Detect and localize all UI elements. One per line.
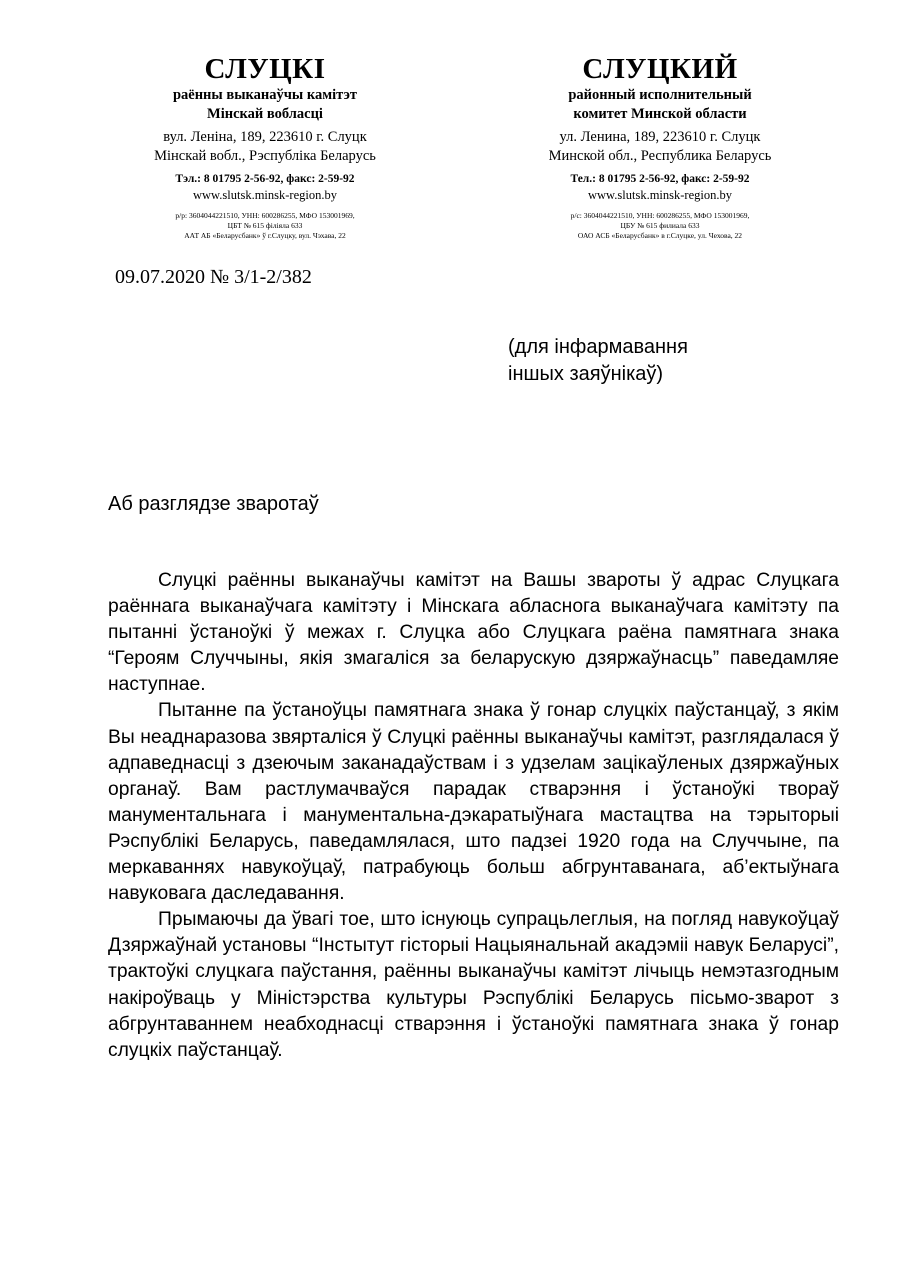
address-by-1: вул. Леніна, 189, 223610 г. Слуцк bbox=[163, 129, 367, 145]
address-by-2: Мінскай вобл., Рэспубліка Беларусь bbox=[154, 148, 376, 164]
org-subtitle-ru-2: комитет Минской области bbox=[573, 106, 747, 122]
phone-fax-ru: Тел.: 8 01795 2-56-92, факс: 2-59-92 bbox=[570, 173, 750, 185]
org-subtitle-by-2: Мінскай вобласці bbox=[207, 106, 323, 122]
body-paragraph-2: Пытанне па ўстаноўцы памятнага знака ў гонар слуцкіх паўстанцаў, з якім Вы неаднаразова звярталіся ў Слуцкі раённы выканаўчы камітэт, разглядалася ў адпаведнасці з дзеючым заканадаўствам і з удзелам зацікаўленых дзяржаўных органаў. Вам растлумачваўся парадак стварэння і ўстаноўкі твораў манументальнага і манументальна-дэкаратыўнага мастацтва на тэрыторыі Рэспублікі Беларусь, паведамлялася, што падзеі 1920 года на Случчыне, па меркаваннях навукоўцаў, патрабуюць больш абгрунтаванага, аб’ектыўнага навуковага даследавання. bbox=[108, 700, 839, 905]
address-ru-2: Минской обл., Республика Беларусь bbox=[548, 148, 772, 164]
org-subtitle-ru-1: районный исполнительный bbox=[568, 87, 752, 103]
bank-details-by-3: ААТ АБ «Беларусбанк» ў г.Слуцку, вул. Чэхава, 22 bbox=[184, 231, 346, 240]
address-ru-1: ул. Ленина, 189, 223610 г. Слуцк bbox=[559, 129, 761, 145]
bank-details-ru-2: ЦБУ № 615 филиала 633 bbox=[620, 221, 700, 230]
body-paragraph-3: Прымаючы да ўвагі тое, што існуюць супрацьлеглыя, на погляд навукоўцаў Дзяржаўнай установы “Інстытут гісторыі Нацыянальнай акадэміі навук Беларусі”, трактоўкі слуцкага паўстання, раённы выканаўчы камітэт лічыць немэтазгодным накіроўваць у Міністэрства культуры Рэспублікі Беларусь пісьмо-зварот з абгрунтаваннем неабходнасці стварэння і ўстаноўкі памятнага знака ў гонар слуцкіх паўстанцаў. bbox=[108, 909, 839, 1061]
letterhead-belarusian bbox=[95, 52, 435, 241]
bank-details-by-2: ЦБТ № 615 філіяла 633 bbox=[227, 221, 303, 230]
recipient-note bbox=[508, 334, 688, 388]
letter-body bbox=[108, 568, 839, 1064]
recipient-line-1: (для інфармавання bbox=[508, 336, 688, 358]
bank-details-ru-1: р/с: 3604044221510, УНН: 600286255, МФО 153001969, bbox=[570, 211, 750, 220]
website-by: www.slutsk.minsk-region.by bbox=[193, 188, 337, 202]
bank-details-ru-3: ОАО АСБ «Беларусбанк» в г.Слуцке, ул. Чехова, 22 bbox=[577, 231, 743, 240]
letter-subject: Аб разглядзе зваротаў bbox=[108, 493, 319, 515]
org-subtitle-by-1: раённы выканаўчы камітэт bbox=[172, 87, 358, 103]
org-name-ru: СЛУЦКИЙ bbox=[582, 53, 738, 85]
date-and-number: 09.07.2020 № 3/1-2/382 bbox=[115, 266, 312, 288]
letterhead-russian bbox=[490, 52, 830, 241]
body-paragraph-1: Слуцкі раённы выканаўчы камітэт на Вашы звароты ў адрас Слуцкага раённага выканаўчага камітэту і Мінскага абласнога выканаўчага камітэту па пытанні ўстаноўкі ў межах г. Слуцка або Слуцкага раёна памятнага знака “Героям Случчыны, якія змагаліся за беларускую дзяржаўнасць” паведамляе наступнае. bbox=[108, 570, 839, 696]
website-ru: www.slutsk.minsk-region.by bbox=[588, 188, 732, 202]
phone-fax-by: Тэл.: 8 01795 2-56-92, факс: 2-59-92 bbox=[175, 173, 355, 185]
recipient-line-2: іншых заяўнікаў) bbox=[508, 363, 664, 385]
bank-details-by-1: р/р: 3604044221510, УНН: 600286255, МФО 153001969, bbox=[175, 211, 355, 220]
org-name-by: СЛУЦКІ bbox=[204, 53, 326, 85]
